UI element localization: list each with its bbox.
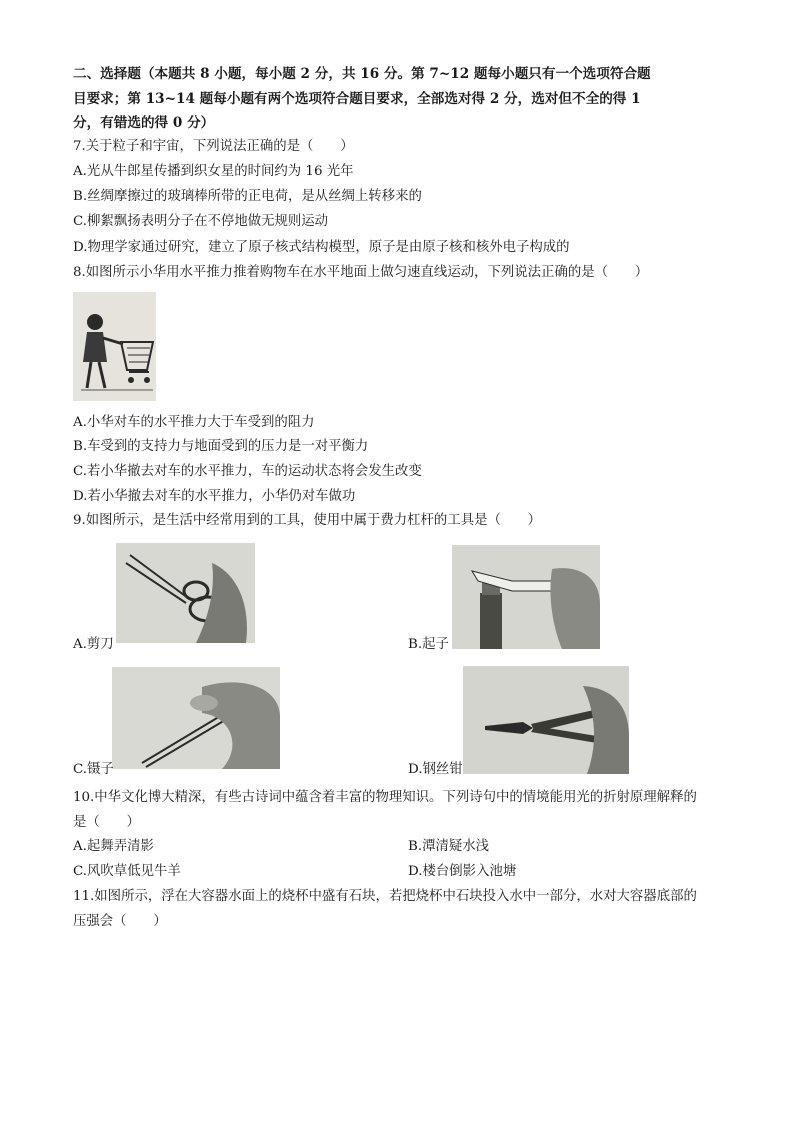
tweezers-icon — [112, 667, 280, 769]
section-heading-line-3: 分，有错选的得 0 分） — [73, 115, 215, 131]
bottle-opener-icon — [452, 545, 600, 649]
q11-stem-line-1: 11.如图所示，浮在大容器水面上的烧杯中盛有石块，若把烧杯中石块投入水中一部分，水对大容器底部的 — [73, 889, 697, 904]
q8-stem: 8.如图所示小华用水平推力推着购物车在水平地面上做匀速直线运动，下列说法正确的是（ ） — [73, 265, 649, 280]
q10-option-d: D.楼台倒影入池塘 — [408, 864, 517, 879]
q7-option-d: D.物理学家通过研究，建立了原子核式结构模型，原子是由原子核和核外电子构成的 — [73, 240, 570, 255]
section-heading-line-1: 二、选择题（本题共 8 小题，每小题 2 分，共 16 分。第 7~12 题每小题只有一个选项符合题 — [73, 66, 651, 82]
q9-option-a: A.剪刀 — [73, 637, 114, 652]
q10-option-b: B.潭清疑水浅 — [408, 839, 490, 854]
q7-option-b: B.丝绸摩擦过的玻璃棒所带的正电荷，是从丝绸上转移来的 — [73, 189, 422, 204]
q9-tweezers-photo — [112, 667, 280, 769]
q11-stem-line-2: 压强会（ ） — [73, 914, 167, 929]
q9-bottle-opener-photo — [452, 545, 600, 649]
q10-option-a: A.起舞弄清影 — [73, 839, 154, 854]
q8-shopping-cart-figure — [73, 292, 156, 401]
q8-option-a: A.小华对车的水平推力大于车受到的阻力 — [73, 415, 315, 430]
q9-scissors-photo — [116, 543, 255, 643]
q9-option-d: D.钢丝钳 — [408, 762, 463, 777]
q9-pliers-photo — [463, 666, 629, 774]
scissors-icon — [116, 543, 255, 643]
q7-stem: 7.关于粒子和宇宙，下列说法正确的是（ ） — [73, 139, 354, 154]
q8-option-b: B.车受到的支持力与地面受到的压力是一对平衡力 — [73, 439, 369, 454]
q8-option-c: C.若小华撤去对车的水平推力，车的运动状态将会发生改变 — [73, 464, 422, 479]
q9-option-c: C.镊子 — [73, 762, 114, 777]
girl-pushing-cart-illustration — [73, 292, 156, 401]
q10-stem-line-2: 是（ ） — [73, 815, 140, 830]
q7-option-c: C.柳絮飘扬表明分子在不停地做无规则运动 — [73, 214, 329, 229]
q8-option-d: D.若小华撤去对车的水平推力，小华仍对车做功 — [73, 489, 356, 504]
q9-stem: 9.如图所示，是生活中经常用到的工具，使用中属于费力杠杆的工具是（ ） — [73, 513, 542, 528]
q9-option-b: B.起子 — [408, 637, 449, 652]
q7-option-a: A.光从牛郎星传播到织女星的时间约为 16 光年 — [73, 164, 354, 179]
q10-stem-line-1: 10.中华文化博大精深，有些古诗词中蕴含着丰富的物理知识。下列诗句中的情境能用光的折射原理解释的 — [73, 790, 697, 805]
section-heading-line-2: 目要求；第 13~14 题每小题有两个选项符合题目要求，全部选对得 2 分，选对但不全的得 1 — [73, 91, 641, 107]
q10-option-c: C.风吹草低见牛羊 — [73, 864, 181, 879]
pliers-icon — [463, 666, 629, 774]
